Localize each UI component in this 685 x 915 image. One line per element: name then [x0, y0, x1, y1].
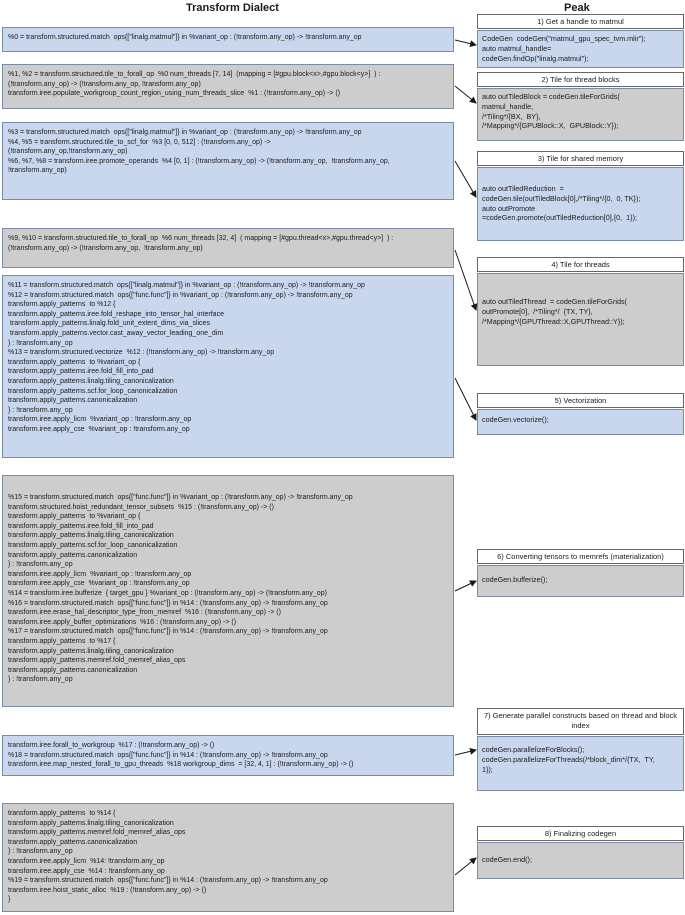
code-line: } : !transform.any_op [8, 339, 73, 347]
peak-step-1-title: 1) Get a handle to matmul [477, 14, 684, 29]
code-line: transform.apply_patterns to %14 { [8, 810, 116, 817]
code-line: codeGen.tile(outTiledBlock[0],/*Tiling*/{0, 0, TK}); [482, 193, 641, 203]
code-line: transform.apply_patterns to %17 { [8, 637, 116, 645]
peak-step-5-title: 5) Vectorization [477, 393, 684, 408]
code-line: matmul_handle, [482, 101, 534, 111]
code-line: auto matmul_handle= [482, 43, 552, 53]
code-line: !transform.any_op) [8, 167, 67, 175]
peak-step-2-title: 2) Tile for thread blocks [477, 72, 684, 87]
code-line: } : !transform.any_op [8, 676, 73, 684]
code-line: %11 = transform.structured.match ops{["linalg.matmul"]} in %variant_op : (!transform.any_op) -> !transform.any_op [8, 282, 365, 289]
code-line: %6, %7, %8 = transform.iree.promote_operands %4 [0, 1] : (!transform.any_op) -> (!transform.any_op, !transform.any_op, [8, 157, 390, 165]
code-line: %17 = transform.structured.match ops{["func.func"]} in %14 : (!transform.any_op) -> !transform.any_op [8, 628, 328, 636]
code-line: codeGen.findOp("linalg.matmul"); [482, 53, 589, 63]
code-line: /*Mapping*/{GPUThread::X,GPUThread::Y}); [482, 316, 625, 326]
code-line: transform.apply_patterns to %12 { [8, 301, 116, 309]
arrow-step-4 [455, 250, 476, 310]
code-line: transform.apply_patterns.linalg.tiling_canonicalization [8, 647, 174, 655]
transform-block-3 [2, 122, 454, 200]
code-line: transform.iree.populate_workgroup_count_region_using_num_threads_slice %1 : (!transform.any_op) -> () [8, 90, 341, 98]
code-line: transform.apply_patterns to %variant_op { [8, 513, 141, 521]
code-line: transform.apply_patterns.scf.for_loop_canonicalization [8, 541, 178, 549]
arrow-step-2 [455, 86, 476, 103]
peak-step-3-code [477, 167, 684, 241]
arrow-step-8 [455, 858, 476, 875]
code-line: CodeGen codeGen("matmul_gpu_spec_tvm.mlir"); [482, 34, 646, 43]
left-column-header: Transform Dialect [186, 2, 279, 14]
code-line: transform.iree.apply_buffer_optimizations %16 : (!transform.any_op) -> () [8, 618, 237, 626]
code-line: transform.iree.erase_hal_descriptor_type_from_memref %16 : (!transform.any_op) -> () [8, 609, 281, 617]
code-line: transform.iree.apply_licm %variant_op : !transform.any_op [8, 570, 192, 578]
peak-step-1-code [477, 30, 684, 68]
arrow-step-7 [455, 750, 476, 755]
code-line: } : !transform.any_op [8, 848, 73, 856]
code-line: %4, %5 = transform.structured.tile_to_scf_for %3 [0, 0, 512] : (!transform.any_op) -> [8, 138, 271, 146]
code-line: auto outTiledThread = codeGen.tileForGrids( [482, 297, 627, 306]
code-line: 1}); [482, 764, 493, 774]
arrow-step-6 [455, 581, 476, 591]
code-line: transform.apply_patterns to %variant_op { [8, 358, 141, 366]
code-line: /*Tiling*/{BX, BY}, [482, 111, 541, 121]
code-line: transform.apply_patterns.memref.fold_memref_alias_ops [8, 829, 186, 837]
code-line: transform.apply_patterns.iree.fold_fill_into_pad [8, 522, 154, 530]
transform-block-1 [2, 27, 454, 52]
code-line: } : !transform.any_op [8, 561, 73, 569]
code-line: transform.apply_patterns.vector.cast_away_vector_leading_one_dim [8, 329, 224, 337]
code-line: %14 = transform.iree.bufferize { target_gpu } %variant_op : (!transform.any_op) -> (!transform.any_op) [8, 589, 327, 597]
code-line: codeGen.vectorize(); [482, 415, 549, 424]
code-line: codeGen.parallelizeForThreads(/*block_dim*/{TX, TY, [482, 754, 655, 764]
transform-block-6 [2, 475, 454, 707]
code-line: transform.iree.apply_cse %variant_op : !transform.any_op [8, 425, 190, 433]
peak-step-7-code [477, 736, 684, 791]
code-line: (!transform.any_op) -> (!transform.any_op, !transform.any_op) [8, 80, 201, 88]
code-line: transform.iree.map_nested_forall_to_gpu_threads %18 workgroup_dims = [32, 4, 1] : (!transform.any_op) -> () [8, 761, 354, 769]
peak-step-2-code [477, 88, 684, 141]
peak-step-7-title: 7) Generate parallel constructs based on thread and block index [477, 708, 684, 735]
code-line: transform.apply_patterns.canonicalization [8, 666, 138, 674]
code-line: auto outTiledBlock = codeGen.tileForGrids( [482, 92, 620, 101]
peak-step-6-code [477, 565, 684, 597]
peak-step-4-code [477, 273, 684, 366]
code-line: %9, %10 = transform.structured.tile_to_forall_op %6 num_threads [32, 4] ( mapping = [#gpu.thread<x>,#gpu.thread<y>] ) : [8, 235, 394, 242]
code-line: /*Mapping*/{GPUBlock::X, GPUBlock::Y}); [482, 121, 619, 131]
code-line: transform.iree.hoist_static_alloc %19 : (!transform.any_op) -> () [8, 886, 207, 894]
transform-block-8 [2, 803, 454, 912]
code-line: %3 = transform.structured.match ops{["linalg.matmul"]} in %variant_op : (!transform.any_op) -> !transform.any_op [8, 129, 362, 136]
code-line: transform.apply_patterns.linalg.tiling_canonicalization [8, 377, 174, 385]
code-line: transform.apply_patterns.canonicalization [8, 551, 138, 559]
code-line: (!transform.any_op) -> (!transform.any_op, !transform.any_op) [8, 244, 203, 252]
code-line: %16 = transform.structured.match ops{["func.func"]} in %14 : (!transform.any_op) -> !transform.any_op [8, 599, 328, 607]
peak-step-3-title: 3) Tile for shared memory [477, 151, 684, 166]
code-line: =codeGen.promote(outTiledReduction[0],{0, 1}); [482, 213, 637, 223]
code-line: auto outPromote [482, 203, 536, 213]
arrow-step-5 [455, 378, 476, 420]
code-line: codeGen.end(); [482, 855, 532, 864]
peak-step-8-code [477, 842, 684, 879]
code-line: outPromote[0], /*Tiling*/ {TX, TY}, [482, 306, 593, 316]
code-line: transform.structured.hoist_redundant_tensor_subsets %15 : (!transform.any_op) -> () [8, 503, 274, 511]
code-line: transform.iree.apply_cse %14 : !transform.any_op [8, 867, 165, 875]
transform-block-5 [2, 275, 454, 458]
code-line: transform.iree.apply_cse %variant_op : !transform.any_op [8, 580, 190, 588]
code-line: transform.iree.apply_licm %14: !transform.any_op [8, 857, 165, 865]
code-line: %18 = transform.structured.match ops{["func.func"]} in %14 : (!transform.any_op) -> !transform.any_op [8, 751, 328, 759]
code-line: transform.apply_patterns.canonicalization [8, 397, 138, 405]
code-line: transform.apply_patterns.linalg.fold_unit_extent_dims_via_slices [8, 320, 210, 328]
transform-block-4 [2, 228, 454, 268]
code-line: %1, %2 = transform.structured.tile_to_forall_op %0 num_threads [7, 14] (mapping = [#gpu.block<x>,#gpu.block<y>] ) : [8, 71, 381, 78]
peak-step-4-title: 4) Tile for threads [477, 257, 684, 272]
code-line: %12 = transform.structured.match ops{["func.func"]} in %variant_op : (!transform.any_op) -> !transform.any_op [8, 291, 353, 299]
code-line: %15 = transform.structured.match ops{["func.func"]} in %variant_op : (!transform.any_op) -> !transform.any_op [8, 494, 353, 501]
code-line: transform.apply_patterns.iree.fold_fill_into_pad [8, 368, 154, 376]
arrow-step-1 [455, 40, 476, 45]
code-line: } : !transform.any_op [8, 406, 73, 414]
code-line: codeGen.bufferize(); [482, 575, 548, 584]
transform-block-2 [2, 64, 454, 109]
peak-step-6-title: 6) Converting tensors to memrefs (materialization) [477, 549, 684, 564]
code-line: auto outTiledReduction = [482, 184, 564, 193]
code-line: (!transform.any_op,!transform.any_op) [8, 148, 128, 156]
code-line: transform.apply_patterns.iree.fold_reshape_into_tensor_hal_interface [8, 310, 224, 318]
code-line: transform.apply_patterns.memref.fold_memref_alias_ops [8, 657, 186, 665]
code-line: } [8, 896, 11, 904]
code-line: transform.iree.forall_to_workgroup %17 : (!transform.any_op) -> () [8, 742, 215, 749]
peak-step-8-title: 8) Finalizing codegen [477, 826, 684, 841]
code-line: %19 = transform.structured.match ops{["func.func"]} in %14 : (!transform.any_op) -> !transform.any_op [8, 877, 328, 885]
right-column-header: Peak [564, 2, 590, 14]
arrow-step-3 [455, 161, 476, 197]
code-line: %0 = transform.structured.match ops{["linalg.matmul"]} in %variant_op : (!transform.any_op) -> !transform.any_op [8, 34, 362, 41]
code-line: transform.apply_patterns.linalg.tiling_canonicalization [8, 819, 174, 827]
code-line: transform.apply_patterns.scf.for_loop_canonicalization [8, 387, 178, 395]
code-line: %13 = transform.structured.vectorize %12 : (!transform.any_op) -> !transform.any_op [8, 349, 275, 357]
transform-block-7 [2, 735, 454, 776]
peak-step-5-code [477, 409, 684, 435]
code-line: codeGen.parallelizeForBlocks(); [482, 745, 585, 754]
code-line: transform.apply_patterns.canonicalization [8, 838, 138, 846]
code-line: transform.apply_patterns.linalg.tiling_canonicalization [8, 532, 174, 540]
code-line: transform.iree.apply_licm %variant_op : !transform.any_op [8, 416, 192, 424]
